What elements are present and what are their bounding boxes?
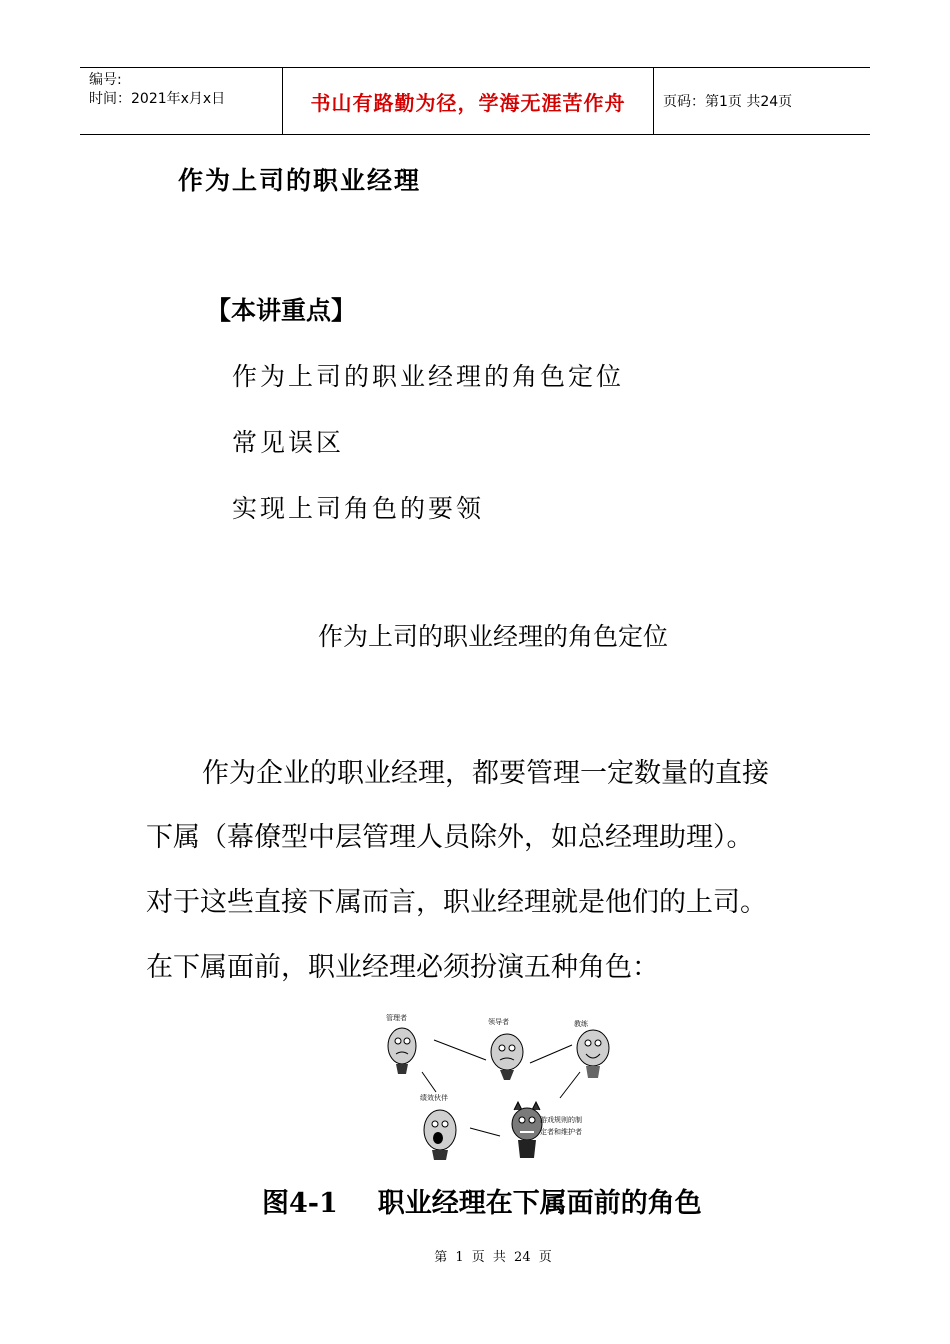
connector-line [434, 1040, 486, 1060]
number-label: 编号: [89, 72, 122, 88]
paragraph-line: 对于这些直接下属而言，职业经理就是他们的上司。 [146, 887, 767, 918]
key-point-item: 常见误区 [232, 428, 345, 457]
section-title: 作为上司的职业经理的角色定位 [317, 622, 668, 651]
figure-caption [262, 1181, 702, 1220]
coach-figure [577, 1030, 609, 1078]
connector-line [560, 1072, 580, 1098]
role-label: 管理者 [386, 1014, 407, 1022]
header-motto-cell [282, 68, 654, 134]
key-point-item: 作为上司的职业经理的角色定位 [232, 362, 625, 391]
caption-text: 职业经理在下属面前的角色 [377, 1188, 702, 1219]
time-label: 时间：2021年x月x日 [89, 91, 226, 107]
connector-line [530, 1045, 572, 1063]
manager-figure [388, 1028, 416, 1074]
page-footer: 第 1 页 共 24 页 [434, 1250, 552, 1265]
document-title: 作为上司的职业经理 [178, 166, 422, 195]
header-meta [80, 68, 282, 134]
role-label: 游戏规则的制 [540, 1116, 582, 1124]
paragraph-line: 作为企业的职业经理，都要管理一定数量的直接 [202, 758, 769, 789]
role-label: 绩效伙伴 [420, 1094, 448, 1102]
role-label: 领导者 [488, 1018, 509, 1026]
paragraph-line: 在下属面前，职业经理必须扮演五种角色： [146, 952, 659, 983]
page-label: 页码：第1页 共24页 [663, 94, 793, 110]
roles-illustration [380, 1008, 620, 1164]
caption-number: 图4-1 [262, 1188, 338, 1219]
header-page-cell [654, 68, 870, 134]
partner-figure [424, 1110, 456, 1160]
connector-line [470, 1128, 500, 1136]
page-header [80, 67, 870, 135]
paragraph-line: 下属（幕僚型中层管理人员除外，如总经理助理）。 [146, 822, 754, 853]
connector-line [422, 1072, 436, 1092]
rules-maker-figure [512, 1102, 542, 1158]
role-label: 定者和维护者 [540, 1128, 582, 1136]
key-points-heading: 【本讲重点】 [206, 296, 357, 325]
motto: 书山有路勤为径，学海无涯苦作舟 [310, 90, 626, 115]
role-label: 教练 [574, 1020, 588, 1028]
key-point-item: 实现上司角色的要领 [232, 494, 485, 523]
leader-figure [491, 1034, 523, 1080]
